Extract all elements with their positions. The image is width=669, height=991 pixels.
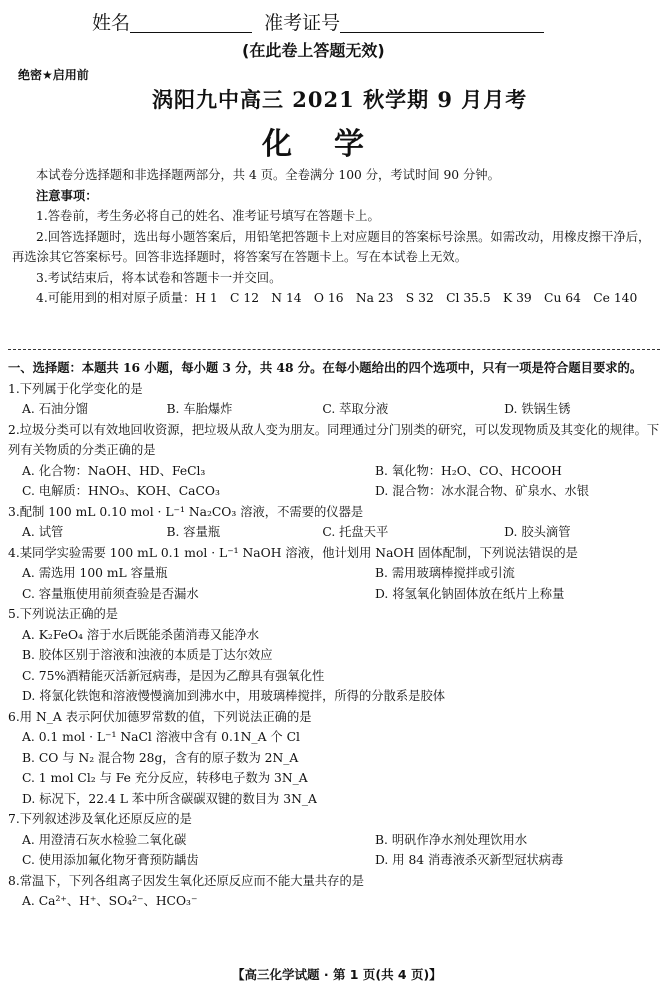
option-c[interactable]: C. 电解质：HNO₃、KOH、CaCO₃: [22, 484, 220, 498]
option-c[interactable]: C. 1 mol Cl₂ 与 Fe 充分反应，转移电子数为 3N_A: [22, 771, 308, 785]
option-d[interactable]: D. 将氯化铁饱和溶液慢慢滴加到沸水中，用玻璃棒搅拌，所得的分散系是胶体: [22, 689, 446, 703]
option-a[interactable]: A. 石油分馏: [22, 402, 88, 416]
secret-label: 绝密★启用前: [18, 68, 89, 82]
exam-title: 涡阳九中高三 2021 秋学期 9 月月考: [152, 87, 528, 112]
intro-text: 本试卷分选择题和非选择题两部分，共 4 页。全卷满分 100 分，考试时间 90 分钟。: [36, 168, 500, 182]
question-list: [8, 358, 660, 912]
option-d[interactable]: D. 铁锅生锈: [504, 402, 571, 416]
section-heading: 一、选择题：本题共 16 小题，每小题 3 分，共 48 分。在每小题给出的四个选项中，只有一项是符合题目要求的。: [8, 360, 643, 375]
option-row: [8, 850, 660, 871]
option-row: [8, 563, 660, 584]
invalid-note: (在此卷上答题无效): [242, 41, 385, 60]
option-a[interactable]: A. Ca²⁺、H⁺、SO₄²⁻、HCO₃⁻: [22, 894, 198, 908]
question-stem: 2.垃圾分类可以有效地回收资源，把垃圾从敌人变为朋友。同理通过分门别类的研究，可以发现物质及其变化的规律。下列有关物质的分类正确的是: [8, 422, 660, 457]
option-row: [8, 399, 660, 420]
option-b[interactable]: B. 车胎爆炸: [166, 402, 233, 416]
option-b[interactable]: B. CO 与 N₂ 混合物 28g，含有的原子数为 2N_A: [22, 750, 299, 765]
question-stem: 3.配制 100 mL 0.10 mol · L⁻¹ Na₂CO₃ 溶液，不需要的仪器是: [8, 504, 364, 519]
option-d[interactable]: D. 将氢氧化钠固体放在纸片上称量: [375, 586, 565, 601]
instructions: [12, 165, 657, 309]
option-c[interactable]: C. 75%酒精能灭活新冠病毒，是因为乙醇具有强氧化性: [22, 668, 325, 683]
option-row: [8, 522, 660, 543]
page-footer: 【高三化学试题 · 第 1 页(共 4 页)】: [232, 967, 442, 982]
question-stem: 4.某同学实验需要 100 mL 0.1 mol · L⁻¹ NaOH 溶液，他计划用 NaOH 固体配制，下列说法错误的是: [8, 545, 578, 560]
exam-id-label: 准考证号: [264, 12, 341, 34]
note-item: 4.可能用到的相对原子质量：H 1 C 12 N 14 O 16 Na 23 S 32 Cl 35.5 K 39 Cu 64 Ce 140: [36, 291, 638, 305]
option-d[interactable]: D. 胶头滴管: [504, 525, 571, 539]
option-a[interactable]: A. 需选用 100 mL 容量瓶: [22, 566, 168, 580]
option-a[interactable]: A. 试管: [22, 525, 64, 539]
option-d[interactable]: D. 标况下，22.4 L 苯中所含碳碳双键的数目为 3N_A: [22, 791, 317, 806]
note-item: 3.考试结束后，将本试卷和答题卡一并交回。: [36, 270, 282, 285]
candidate-info-line: [92, 8, 544, 35]
option-a[interactable]: A. 0.1 mol · L⁻¹ NaCl 溶液中含有 0.1N_A 个 Cl: [22, 730, 300, 744]
option-row: [8, 830, 660, 851]
option-c[interactable]: C. 托盘天平: [322, 525, 389, 539]
question-stem: 1.下列属于化学变化的是: [8, 381, 143, 396]
option-c[interactable]: C. 使用添加氟化物牙膏预防龋齿: [22, 853, 199, 867]
question-stem: 5.下列说法正确的是: [8, 607, 119, 621]
option-row: [8, 461, 660, 482]
option-d[interactable]: D. 用 84 消毒液杀灭新型冠状病毒: [375, 853, 564, 867]
section-divider: [8, 349, 660, 350]
option-row: [8, 481, 660, 502]
exam-id-blank[interactable]: [340, 14, 544, 33]
option-b[interactable]: B. 氧化物：H₂O、CO、HCOOH: [375, 463, 562, 478]
option-c[interactable]: C. 容量瓶使用前须查验是否漏水: [22, 586, 199, 601]
notes-title: 注意事项：: [36, 187, 98, 203]
note-item: 1.答卷前，考生务必将自己的姓名、准考证号填写在答题卡上。: [36, 209, 380, 223]
option-a[interactable]: A. 化合物：NaOH、HD、FeCl₃: [22, 463, 206, 478]
option-d[interactable]: D. 混合物：冰水混合物、矿泉水、水银: [375, 484, 589, 498]
name-label: 姓名: [92, 12, 131, 34]
option-b[interactable]: B. 胶体区别于溶液和浊液的本质是丁达尔效应: [22, 648, 273, 662]
subject-title: 化学: [262, 127, 406, 162]
option-a[interactable]: A. 用澄清石灰水检验二氧化碳: [22, 832, 187, 847]
option-row: [8, 584, 660, 605]
option-a[interactable]: A. K₂FeO₄ 溶于水后既能杀菌消毒又能净水: [22, 627, 260, 642]
note-item: 2.回答选择题时，选出每小题答案后，用铅笔把答题卡上对应题目的答案标号涂黑。如需改动，用橡皮擦干净后，再选涂其它答案标号。回答非选择题时，将答案写在答题卡上。写在本试卷上无效。: [12, 229, 651, 264]
question-stem: 7.下列叙述涉及氧化还原反应的是: [8, 812, 192, 826]
option-c[interactable]: C. 萃取分液: [322, 402, 389, 416]
option-b[interactable]: B. 容量瓶: [166, 525, 221, 539]
question-stem: 8.常温下，下列各组离子因发生氧化还原反应而不能大量共存的是: [8, 873, 365, 888]
question-stem: 6.用 N_A 表示阿伏加德罗常数的值，下列说法正确的是: [8, 709, 312, 724]
option-b[interactable]: B. 明矾作净水剂处理饮用水: [375, 832, 528, 847]
option-b[interactable]: B. 需用玻璃棒搅拌或引流: [375, 566, 515, 580]
name-blank[interactable]: [130, 14, 252, 33]
